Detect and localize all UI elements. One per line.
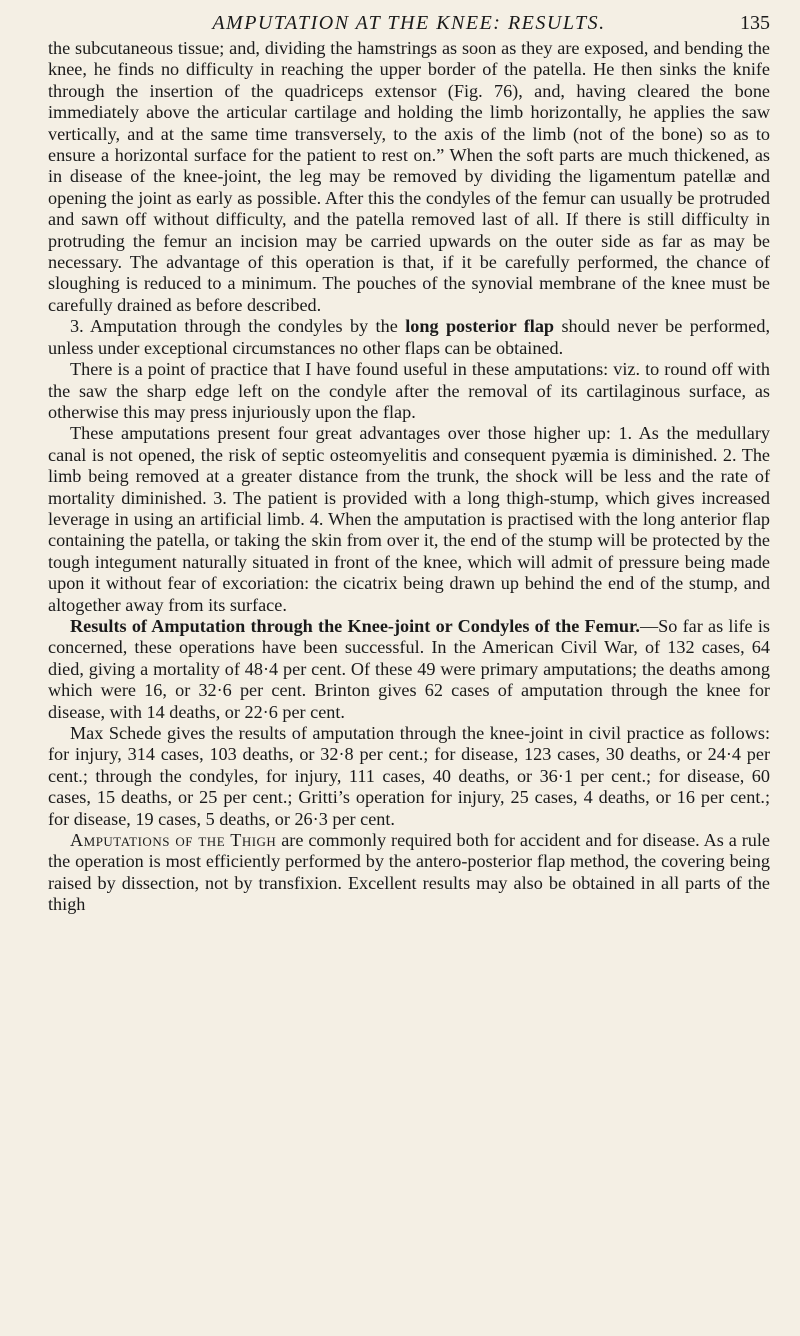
paragraph-schede-results: Max Schede gives the results of amputation through the knee-joint in civil practice as follows: for injury, 314 cases, 103 deaths, or 32·8 per cent.; for disease, 123 cases, 30 deaths, or 24·4 per cent.; through the condyles, for injury, 111 cases, 40 deaths, or 36·1 per cent.; for disease, 60 cases, 15 deaths, or 25 per cent.; Gritti’s operation for injury, 25 cases, 4 deaths, or 16 per cent.; for disease, 19 cases, 5 deaths, or 26·3 per cent. xyxy=(48,723,770,829)
paragraph-text: —So far as life is concerned, these operations have been successful. In the American Civil War, of 132 cases, 64 died, giving a mortality of 48·4 per cent. Of these 49 were primary amputations; the deaths among which were 16, or 32·6 per cent. Brinton gives 62 cases of amputation through the knee for disease, with 14 deaths, or 22·6 per cent. xyxy=(48,615,771,722)
paragraph-text: 3. Amputation through the condyles by the xyxy=(70,316,406,337)
paragraph-thigh-amputations xyxy=(48,830,770,916)
paragraph-practice-point: There is a point of practice that I have found useful in these amputations: viz. to round off with the saw the sharp edge left on the condyle after the removal of its cartilaginous surface, as otherwise this may press injuriously upon the flap. xyxy=(48,359,770,422)
paragraph-text: are commonly required both for accident and for disease. As a rule the operation is most efficiently performed by the antero-posterior flap method, the covering being raised by dissection, not by transfixion. Excellent results may also be obtained in all parts of the thigh xyxy=(48,830,770,915)
page-number: 135 xyxy=(740,12,770,34)
bold-term: long posterior flap xyxy=(405,316,555,337)
page-header xyxy=(48,8,770,38)
paragraph-text: should never be performed, unless under exceptional circumstances no other flaps can be obtained. xyxy=(48,316,770,358)
paragraph-advantages: These amputations present four great advantages over those higher up: 1. As the medullary canal is not opened, the risk of septic osteomyelitis and consequent pyæmia is diminished. 2. The limb being removed at a greater distance from the trunk, the shock will be less and the rate of mortality diminished. 3. The patient is provided with a long thigh-stump, which gives increased leverage in using an artificial limb. 4. When the amputation is practised with the long anterior flap containing the patella, or taking the skin from over it, the end of the stump will be protected by the tough integument naturally situated in front of the knee, which will admit of pressure being made upon it without fear of excoriation: the cicatrix being drawn up behind the end of the stump, and altogether away from its surface. xyxy=(48,423,770,615)
paragraph-results xyxy=(48,616,770,723)
section-heading: Results of Amputation through the Knee-joint or Condyles of the Femur. xyxy=(70,615,640,636)
body-text xyxy=(48,38,770,916)
paragraph-long-posterior-flap xyxy=(48,316,770,359)
smallcaps-heading: Amputations of the Thigh xyxy=(70,830,277,851)
running-title: AMPUTATION AT THE KNEE: RESULTS. xyxy=(212,12,606,34)
paragraph-continuation: the subcutaneous tissue; and, dividing the hamstrings as soon as they are exposed, and bending the knee, he finds no difficulty in reaching the upper border of the patella. He then sinks the knife through the insertion of the quadriceps extensor (Fig. 76), and, having cleared the bone immediately above the articular cartilage and holding the limb horizontally, he applies the saw vertically, and at the same time transversely, to the axis of the limb (not of the bone) so as to ensure a horizontal surface for the patient to rest on.” When the soft parts are much thickened, as in disease of the knee-joint, the leg may be removed by dividing the ligamentum patellæ and opening the joint as early as possible. After this the condyles of the femur can usually be protruded and sawn off without difficulty, and the patella removed last of all. If there is still difficulty in protruding the femur an incision may be carried upwards on the outer side as far as may be necessary. The advantage of this operation is that, if it be carefully performed, the chance of sloughing is reduced to a minimum. The pouches of the synovial membrane of the knee must be carefully drained as before described. xyxy=(48,38,770,315)
